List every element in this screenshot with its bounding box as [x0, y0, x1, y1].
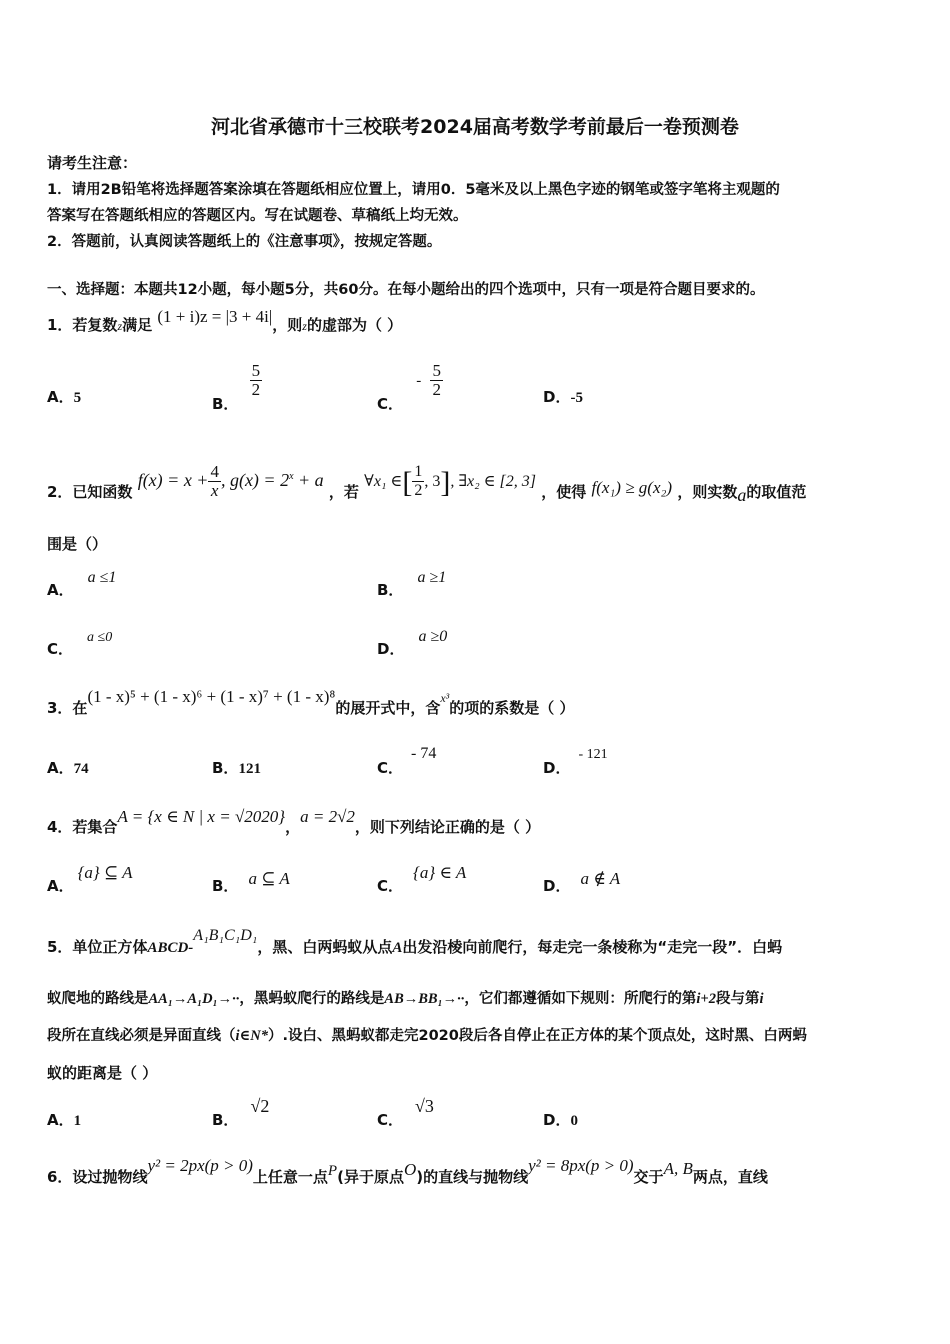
q5-cube-top: A₁B₁C₁D₁	[193, 927, 258, 944]
q4-option-b[interactable]: B． a ⊆ A	[212, 869, 290, 895]
q2-option-d[interactable]: D．a ≥0	[377, 628, 448, 658]
q5-option-b[interactable]: B．√2	[212, 1096, 270, 1129]
q2-text-continued: 围是（）	[47, 535, 108, 553]
q1-text-2: 满足	[122, 316, 153, 334]
q2-fraction: $\frac{4}{x}$	[210, 462, 219, 500]
q2-forall: ∀x₁ ∈	[364, 473, 403, 490]
q1-text-1: 1．若复数	[47, 316, 118, 334]
notice-line-1: 1．请用2B铅笔将选择题答案涂填在答题纸相应位置上，请用0．5毫米及以上黑色字迹的钢笔或签字笔将主观题的	[47, 182, 780, 198]
question-2: 2．已知函数 f(x) = x + $\frac{4}{x}$ , $g(x) = 2^x + a$ ，若 ∀x₁ ∈[ $\frac{1}{2}$ , 3], ∃x₂ ∈ [2, 3] ，使得 f(x₁) ≥ g(x₂) ，则实数a的取值范	[47, 462, 807, 505]
q4-option-d[interactable]: D． a ∉ A	[543, 869, 621, 895]
notice-heading: 请考生注意：	[47, 154, 138, 172]
q1-var-z-2: z	[302, 319, 307, 333]
q2-half: $\frac{1}{2}$	[414, 463, 423, 499]
q1-var-z: z	[117, 319, 123, 333]
q2-inequality: f(x₁) ≥ g(x₂)	[591, 478, 673, 497]
question-6: 6．设过抛物线y² = 2px(p > 0)上任意一点P(异于原点O)的直线与抛物线y² = 8px(p > 0)交于A, B两点，直线	[47, 1156, 768, 1186]
q2-function-f: f(x) = x +	[137, 470, 209, 490]
q4-option-c[interactable]: C．{a} ∈ A	[377, 863, 467, 895]
q2-option-c[interactable]: C．a ≤0	[47, 630, 113, 658]
q5-option-c[interactable]: C．√3	[377, 1096, 434, 1129]
question-3: 3．在(1 - x)⁵ + (1 - x)⁶ + (1 - x)⁷ + (1 - x)⁸的展开式中，含x³的项的系数是（ ）	[47, 687, 575, 717]
q5-line-2: 蚁爬地的路线是AA₁→A₁D₁→··，黑蚂蚁爬行的路线是AB→BB₁→··，它们都遵循如下规则：所爬行的第i+2段与第i	[47, 991, 764, 1007]
notice-line-3: 2．答题前，认真阅读答题纸上的《注意事项》，按规定答题。	[47, 234, 442, 250]
question-1	[47, 307, 403, 335]
q1-text-4: 的虚部为（ ）	[306, 316, 403, 334]
q4-option-a[interactable]: A．{a} ⊆ A	[47, 863, 133, 895]
q1-option-a[interactable]: A．5	[47, 388, 82, 406]
q5-line-4: 蚁的距离是（ ）	[47, 1064, 158, 1082]
q2-option-b[interactable]: B．a ≥1	[377, 569, 447, 599]
q1-option-c[interactable]: C． - $\frac{5}{2}$	[377, 361, 441, 413]
q3-option-b[interactable]: B．121	[212, 759, 261, 777]
q5-option-a[interactable]: A．1	[47, 1111, 82, 1129]
q1-option-d[interactable]: D．-5	[543, 388, 583, 406]
q1-text-3: ，则	[272, 316, 303, 334]
q1-option-b[interactable]: B． $\frac{5}{2}$	[212, 361, 261, 413]
q6-parabola-2: y² = 8px(p > 0)	[528, 1156, 634, 1175]
question-5: 5．单位正方体ABCD-A₁B₁C₁D₁，黑、白两蚂蚁从点A出发沿棱向前爬行，每走完一条棱称为“走完一段”．白蚂	[47, 927, 783, 956]
q4-set: A = {x ∈ N | x = √2020}	[117, 807, 286, 826]
q5-option-d[interactable]: D．0	[543, 1111, 578, 1129]
q3-option-a[interactable]: A．74	[47, 759, 89, 777]
notice-line-2: 答案写在答题纸相应的答题区内。写在试题卷、草稿纸上均无效。	[47, 208, 468, 224]
q1-b-fraction: $\frac{5}{2}$	[251, 361, 261, 399]
q2-function-g: , $g(x) = 2^x + a$	[220, 470, 324, 490]
q1-equation: (1 + i)z = |3 + 4i|	[157, 307, 273, 326]
q6-parabola-1: y² = 2px(p > 0)	[147, 1156, 253, 1175]
section-heading: 一、选择题：本题共12小题，每小题5分，共60分。在每小题给出的四个选项中，只有一项是符合题目要求的。	[47, 282, 765, 298]
q4-a-value: a = 2√2	[300, 807, 355, 826]
q3-expression: (1 - x)⁵ + (1 - x)⁶ + (1 - x)⁷ + (1 - x)⁸	[87, 687, 336, 706]
q5-line-3: 段所在直线必须是异面直线（i∈N*）.设白、黑蚂蚁都走完2020段后各自停止在正方体的某个顶点处，这时黑、白两蚂	[47, 1028, 807, 1044]
q3-option-c[interactable]: C．- 74	[377, 745, 437, 777]
q1-c-fraction: $\frac{5}{2}$	[432, 361, 441, 399]
q2-option-a[interactable]: A．a ≤1	[47, 569, 117, 599]
q2-exists: , ∃x₂ ∈ [2, 3]	[450, 473, 536, 490]
question-4: 4．若集合A = {x ∈ N | x = √2020}，a = 2√2，则下列结论正确的是（ ）	[47, 807, 541, 836]
q3-option-d[interactable]: D．- 121	[543, 747, 608, 777]
page-title: 河北省承德市十三校联考2024届高考数学考前最后一卷预测卷	[211, 116, 739, 138]
